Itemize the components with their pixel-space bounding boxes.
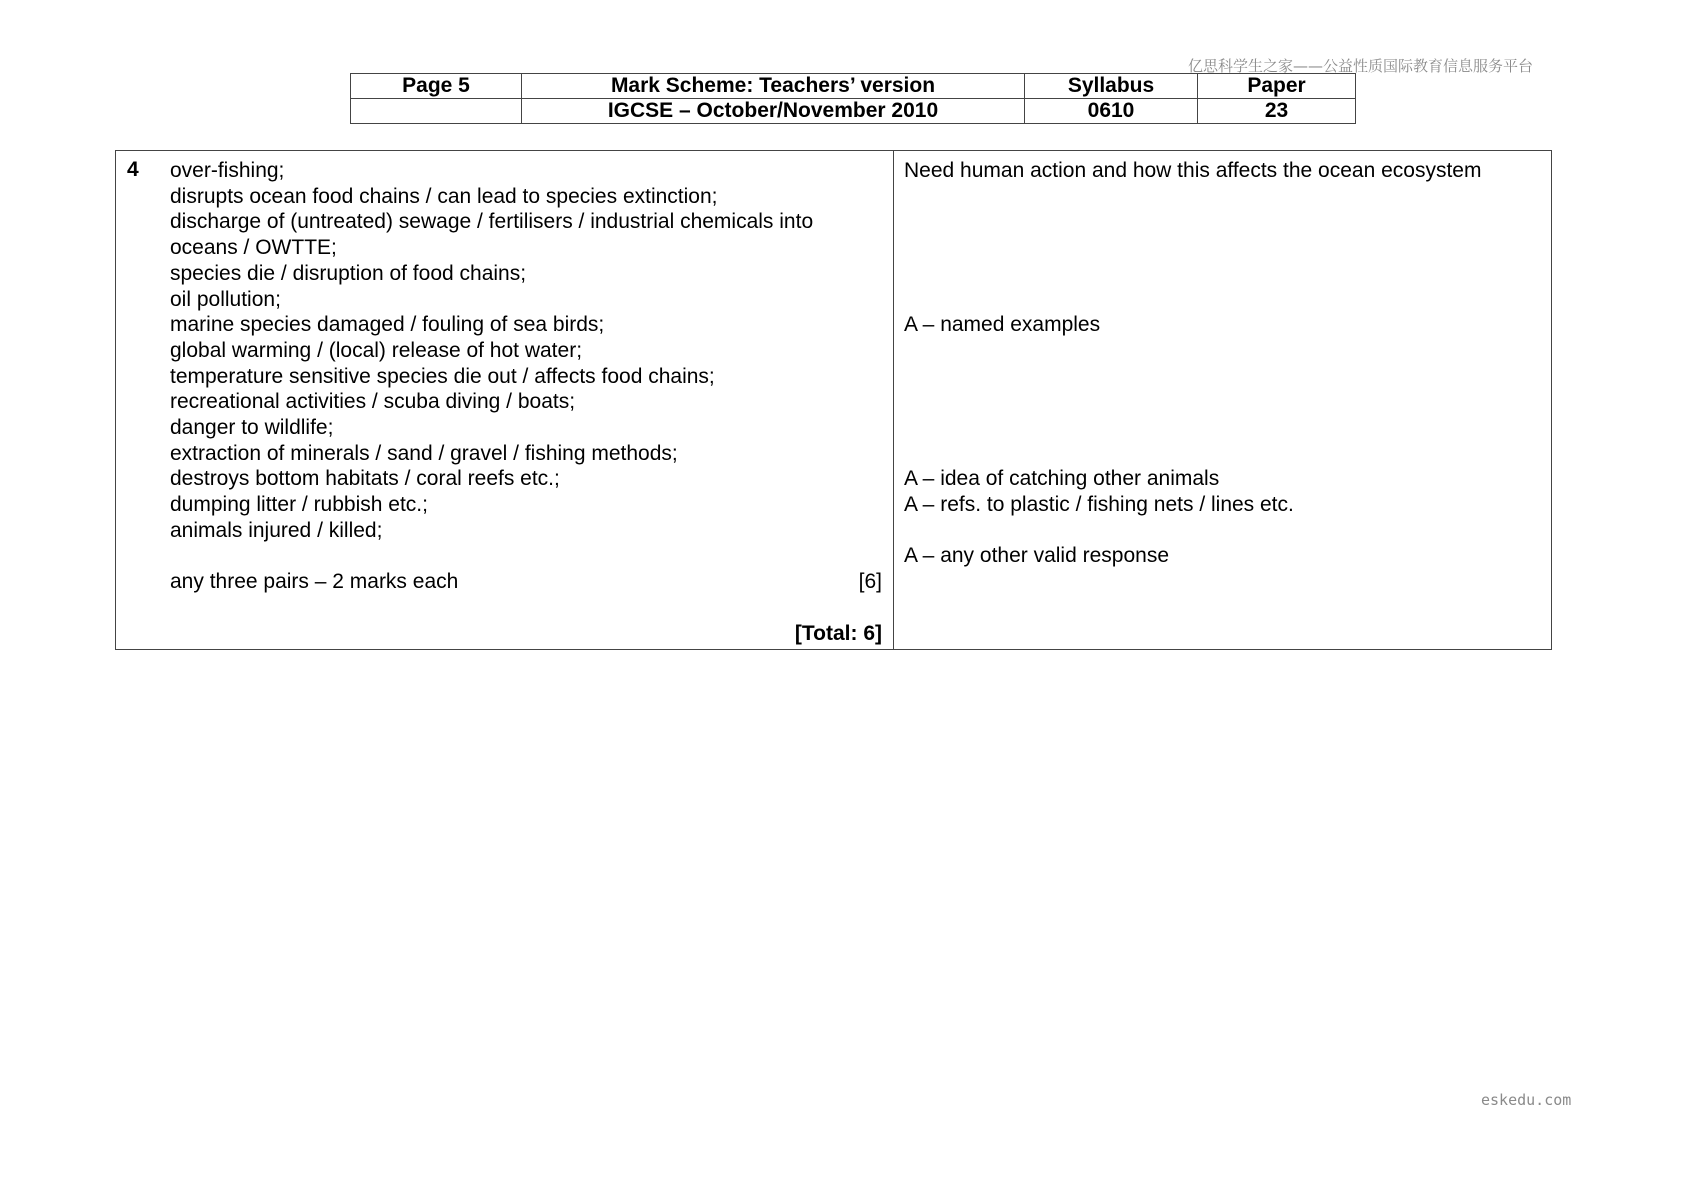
answer-column <box>170 158 882 646</box>
answer-line: disrupts ocean food chains / can lead to species extinction; <box>170 184 718 208</box>
spacer <box>904 235 1544 261</box>
spacer <box>904 184 1544 210</box>
guidance-other-valid: A – any other valid response <box>904 544 1170 568</box>
answer-line: discharge of (untreated) sewage / fertilisers / industrial chemicals into <box>170 210 814 234</box>
header-row-1 <box>351 74 1356 99</box>
answer-line: extraction of minerals / sand / gravel / fishing methods; <box>170 441 678 465</box>
question-number: 4 <box>127 158 139 181</box>
watermark-top: 亿思科学生之家——公益性质国际教育信息服务平台 <box>1188 57 1534 75</box>
mark-scheme-header-table <box>350 73 1356 124</box>
spacer <box>904 209 1544 235</box>
page-empty-cell <box>351 99 522 124</box>
spacer <box>904 286 1544 312</box>
answer-line: species die / disruption of food chains; <box>170 261 527 285</box>
question-box <box>115 150 1552 650</box>
guidance-plastic-refs: A – refs. to plastic / fishing nets / lines etc. <box>904 492 1294 516</box>
page-label: Page 5 <box>351 74 522 99</box>
header-row-2 <box>351 99 1356 124</box>
answer-line: dumping litter / rubbish etc.; <box>170 493 428 517</box>
spacer <box>904 261 1544 287</box>
syllabus-value: 0610 <box>1025 99 1198 124</box>
guidance-catching-animals: A – idea of catching other animals <box>904 467 1220 491</box>
spacer <box>904 364 1544 390</box>
scheme-title: Mark Scheme: Teachers’ version <box>522 74 1025 99</box>
spacer <box>904 338 1544 364</box>
spacer <box>904 415 1544 441</box>
column-divider <box>893 151 894 649</box>
guidance-need: Need human action and how this affects the ocean ecosystem <box>904 159 1482 182</box>
spacer <box>904 441 1544 467</box>
answer-line: global warming / (local) release of hot water; <box>170 338 583 362</box>
answer-line: over-fishing; <box>170 159 285 182</box>
syllabus-label: Syllabus <box>1025 74 1198 99</box>
answer-line: danger to wildlife; <box>170 416 334 440</box>
guidance-named-examples: A – named examples <box>904 313 1101 337</box>
paper-value: 23 <box>1198 99 1356 124</box>
guidance-column <box>904 158 1544 569</box>
answer-line: destroys bottom habitats / coral reefs etc.; <box>170 467 560 491</box>
marking-instruction: any three pairs – 2 marks each <box>170 570 459 594</box>
spacer <box>904 389 1544 415</box>
marks-value: [6] <box>858 570 882 594</box>
total-marks: [Total: 6] <box>794 621 882 645</box>
answer-line: oil pollution; <box>170 287 281 311</box>
answer-line: recreational activities / scuba diving / boats; <box>170 390 576 414</box>
spacer <box>904 518 1544 544</box>
answer-line: oceans / OWTTE; <box>170 236 337 260</box>
answer-line: animals injured / killed; <box>170 518 383 542</box>
answer-line: temperature sensitive species die out / affects food chains; <box>170 364 715 388</box>
scheme-subtitle: IGCSE – October/November 2010 <box>522 99 1025 124</box>
paper-label: Paper <box>1198 74 1356 99</box>
spacer <box>170 595 882 621</box>
spacer <box>170 544 882 570</box>
marks-row <box>170 569 882 595</box>
answer-line: marine species damaged / fouling of sea birds; <box>170 313 605 337</box>
watermark-bottom: eskedu.com <box>1481 1091 1572 1109</box>
